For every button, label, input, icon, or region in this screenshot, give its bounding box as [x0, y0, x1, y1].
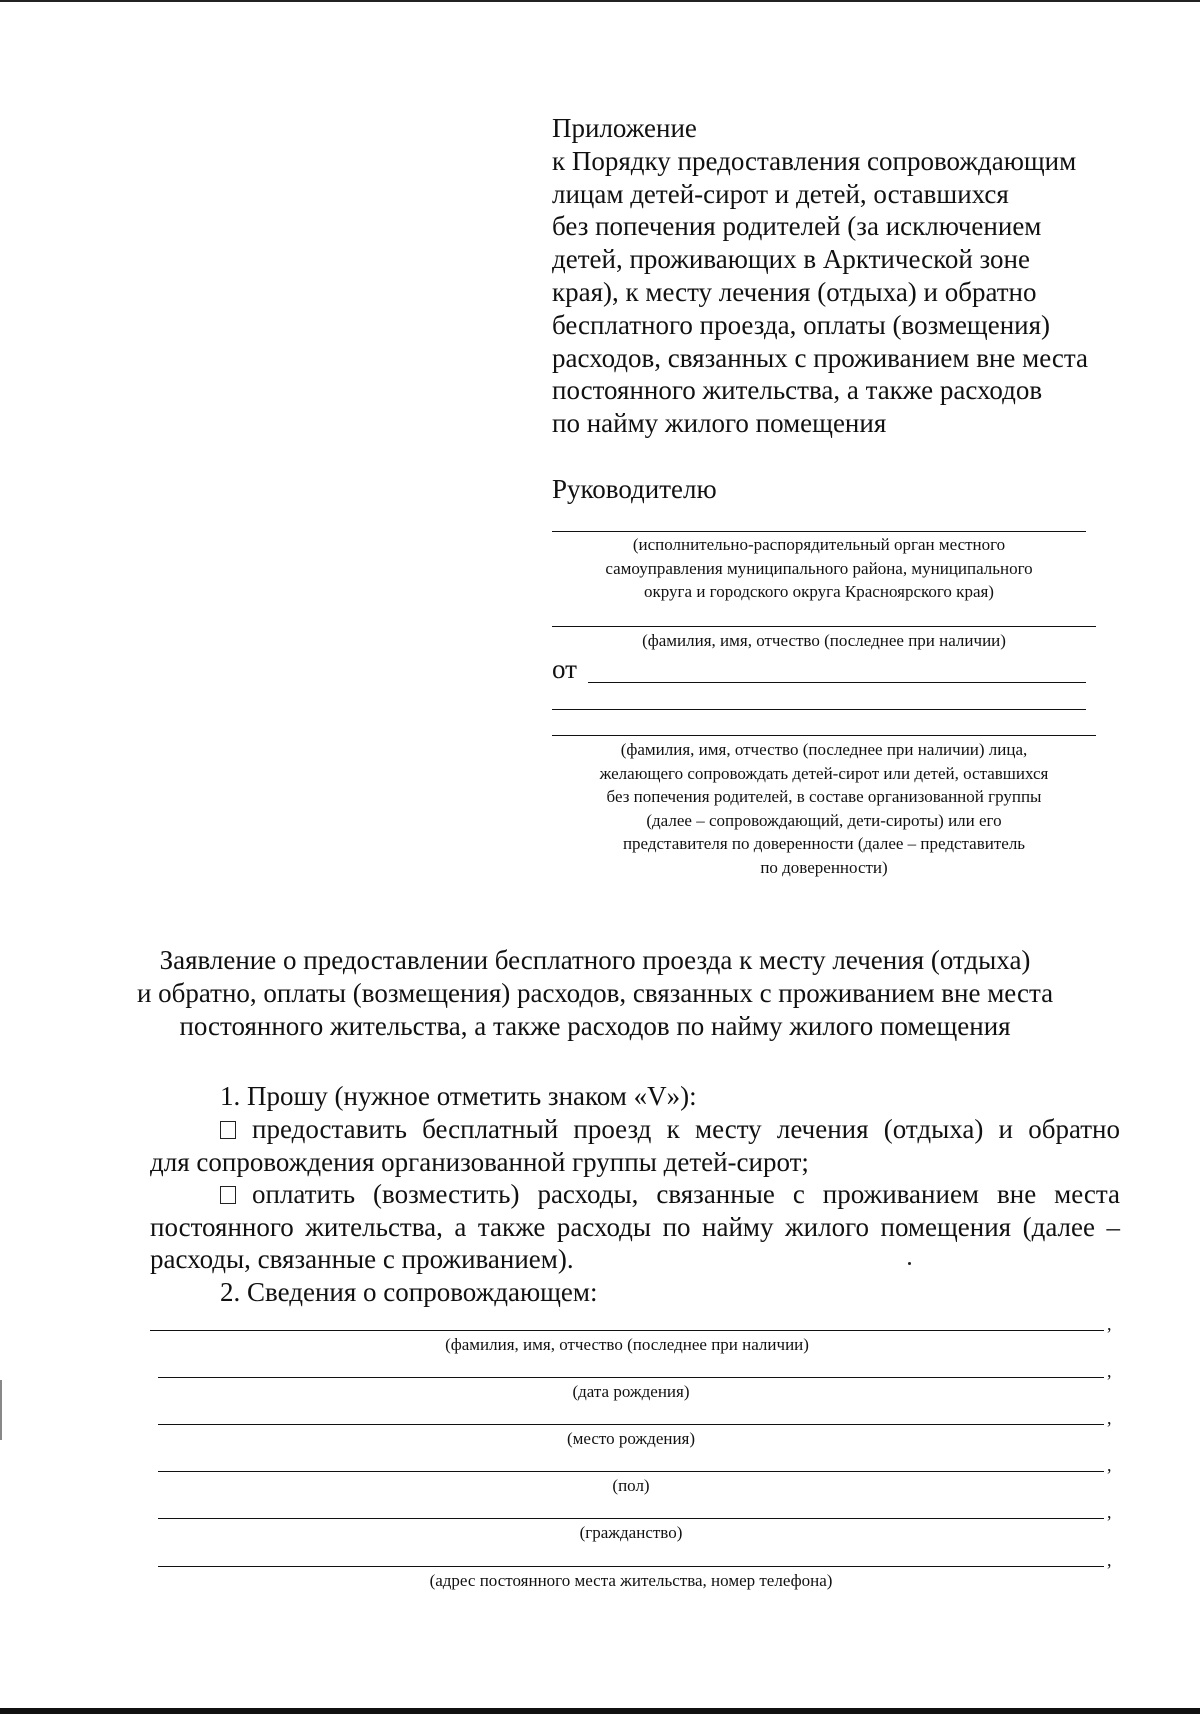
birthplace-caption: (место рождения) — [566, 1429, 696, 1448]
title-line: и обратно, оплаты (возмещения) расходов, связанных с проживанием вне места — [136, 978, 1054, 1008]
separator-comma: , — [1107, 1408, 1112, 1428]
appendix-line: к Порядку предоставления сопровождающим — [552, 145, 1077, 176]
birthdate-caption: (дата рождения) — [572, 1382, 690, 1401]
separator-comma: , — [1107, 1314, 1112, 1334]
checkbox-free-travel[interactable] — [220, 1121, 236, 1139]
separator-comma: , — [1107, 1455, 1112, 1475]
citizenship-fill-line[interactable] — [158, 1518, 1104, 1519]
caption-line: (далее – сопровождающий, дети-сироты) или его — [646, 810, 1002, 830]
organ-caption — [552, 533, 1086, 604]
organ-fill-line[interactable] — [552, 531, 1086, 532]
from-fill-line-1[interactable] — [588, 682, 1086, 683]
caption-line: округа и городского округа Красноярского края) — [644, 582, 994, 601]
appendix-line: лицам детей-сирот и детей, оставшихся — [552, 178, 1009, 209]
section2-heading — [150, 1276, 1120, 1309]
appendix-line: бесплатного проезда, оплаты (возмещения) — [552, 309, 1051, 340]
scan-edge-bottom — [0, 1708, 1200, 1714]
appendix-line: края), к месту лечения (отдыха) и обратно — [552, 276, 1037, 307]
option-free-travel-line2: для сопровождения организованной группы детей-сирот; — [150, 1146, 809, 1177]
caption-line: без попечения родителей, в составе организованной группы — [606, 787, 1042, 806]
scan-edge-top — [0, 0, 1200, 2]
birthdate-fill-line[interactable] — [158, 1377, 1104, 1378]
caption-line: (фамилия, имя, отчество (последнее при наличии) лица, — [620, 740, 1028, 759]
from-fill-line-3[interactable] — [552, 735, 1096, 736]
document-title — [130, 944, 1060, 1043]
caption-line: желающего сопровождать детей-сирот или детей, оставшихся — [599, 763, 1049, 783]
applicant-caption — [552, 738, 1096, 879]
address-fill-line[interactable] — [158, 1566, 1104, 1567]
head-name-caption — [552, 629, 1096, 653]
scan-edge-left — [0, 1380, 2, 1440]
option-free-travel-line1 — [150, 1113, 1120, 1146]
head-name-fill-line[interactable] — [552, 626, 1096, 627]
section1-heading-text: 1. Прошу (нужное отметить знаком «V»): — [220, 1081, 697, 1111]
section1-heading — [150, 1080, 1120, 1113]
from-label: от — [552, 654, 577, 684]
caption-line: представителя по доверенности (далее – представитель — [622, 834, 1026, 853]
appendix-line: Приложение — [552, 113, 697, 143]
appendix-line: детей, проживающих в Арктической зоне — [552, 244, 1030, 275]
fullname-caption: (фамилия, имя, отчество (последнее при наличии) — [445, 1335, 809, 1354]
caption-line: по доверенности) — [760, 857, 888, 877]
fullname-fill-line[interactable] — [150, 1330, 1104, 1331]
option-reimburse-line1 — [150, 1178, 1120, 1211]
title-line: постоянного жительства, а также расходов по найму жилого помещения — [179, 1011, 1011, 1041]
option-reimburse-text: оплатить (возместить) расходы, связанные с проживанием вне места — [252, 1179, 1120, 1209]
addressee-label: Руководителю — [552, 474, 717, 504]
citizenship-caption: (гражданство) — [579, 1523, 683, 1542]
option-reimburse — [150, 1178, 1120, 1276]
gender-fill-line[interactable] — [158, 1471, 1104, 1472]
appendix-line: расходов, связанных с проживанием вне места — [552, 342, 1089, 373]
option-reimburse-line2: постоянного жительства, а также расходы по найму жилого помещения (далее – — [150, 1211, 1120, 1242]
scan-speck — [908, 1262, 911, 1265]
caption-line: (фамилия, имя, отчество (последнее при наличии) — [642, 631, 1006, 650]
option-reimburse-line3: расходы, связанные с проживанием). — [150, 1244, 574, 1274]
section2-heading-text: 2. Сведения о сопровождающем: — [220, 1277, 598, 1307]
caption-line: самоуправления муниципального района, муниципального — [605, 558, 1033, 578]
appendix-line: без попечения родителей (за исключением — [552, 211, 1042, 242]
address-caption: (адрес постоянного места жительства, номер телефона) — [429, 1571, 833, 1590]
caption-line: (исполнительно-распорядительный орган местного — [632, 535, 1006, 554]
appendix-line: постоянного жительства, а также расходов — [552, 375, 1043, 406]
birthplace-fill-line[interactable] — [158, 1424, 1104, 1425]
option-free-travel — [150, 1113, 1120, 1178]
from-fill-line-2[interactable] — [552, 709, 1086, 710]
title-line: Заявление о предоставлении бесплатного проезда к месту лечения (отдыха) — [159, 945, 1031, 975]
appendix-header — [552, 112, 1152, 440]
checkbox-reimburse[interactable] — [220, 1186, 236, 1204]
separator-comma: , — [1107, 1361, 1112, 1381]
separator-comma: , — [1107, 1550, 1112, 1570]
appendix-line: по найму жилого помещения — [552, 408, 887, 439]
separator-comma: , — [1107, 1502, 1112, 1522]
option-free-travel-text: предоставить бесплатный проезд к месту лечения (отдыха) и обратно — [252, 1114, 1120, 1144]
gender-caption: (пол) — [612, 1476, 650, 1495]
